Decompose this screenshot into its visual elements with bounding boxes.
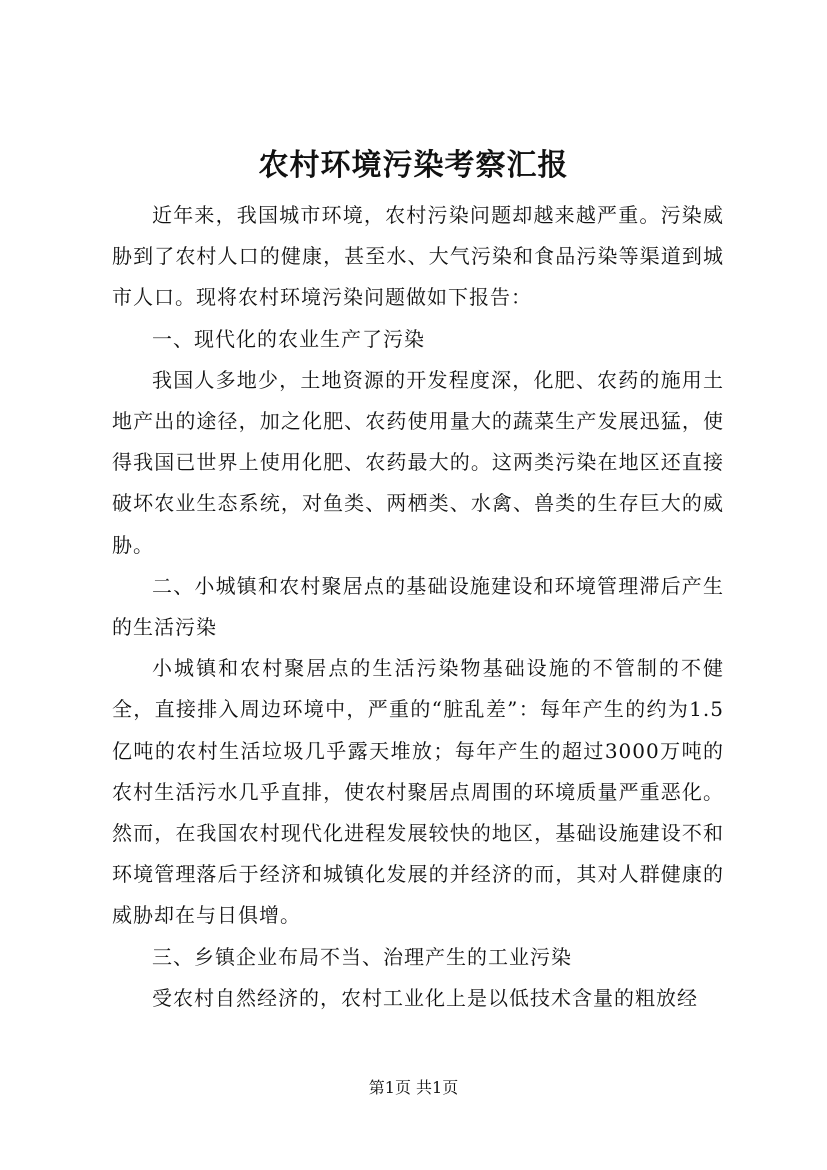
section-heading-2: 二、小城镇和农村聚居点的基础设施建设和环境管理滞后产生的生活污染 [112,573,724,640]
paragraph-section-1: 我国人多地少，土地资源的开发程度深，化肥、农药的施用土地产出的途径，加之化肥、农药使用量大的蔬菜生产发展迅猛，使得我国已世界上使用化肥、农药最大的。这两类污染在地区还直接破坏农业生态系统，对鱼类、两栖类、水禽、兽类的生存巨大的威胁。 [112,367,724,557]
section-heading-3: 三、乡镇企业布局不当、治理产生的工业污染 [152,944,572,969]
paragraph-intro: 近年来，我国城市环境，农村污染问题却越来越严重。污染威胁到了农村人口的健康，甚至水、大气污染和食品污染等渠道到城市人口。现将农村环境污染问题做如下报告： [112,203,724,310]
paragraph-section-3: 受农村自然经济的，农村工业化上是以低技术含量的粗放经 [152,985,698,1010]
document-title: 农村环境污染考察汇报 [258,148,569,183]
page-number-footer: 第1页 共1页 [368,1078,459,1097]
document-body [112,195,724,1019]
section-heading-1: 一、现代化的农业生产了污染 [152,326,425,351]
paragraph-section-2: 小城镇和农村聚居点的生活污染物基础设施的不管制的不健全，直接排入周边环境中，严重的“脏乱差”：每年产生的约为1.5亿吨的农村生活垃圾几乎露天堆放；每年产生的超过3000万吨的农村生活污水几乎直排，使农村聚居点周围的环境质量严重恶化。然而，在我国农村现代化进程发展较快的地区，基础设施建设不和环境管理落后于经济和城镇化发展的并经济的而，其对人群健康的威胁却在与日俱增。 [112,656,724,928]
